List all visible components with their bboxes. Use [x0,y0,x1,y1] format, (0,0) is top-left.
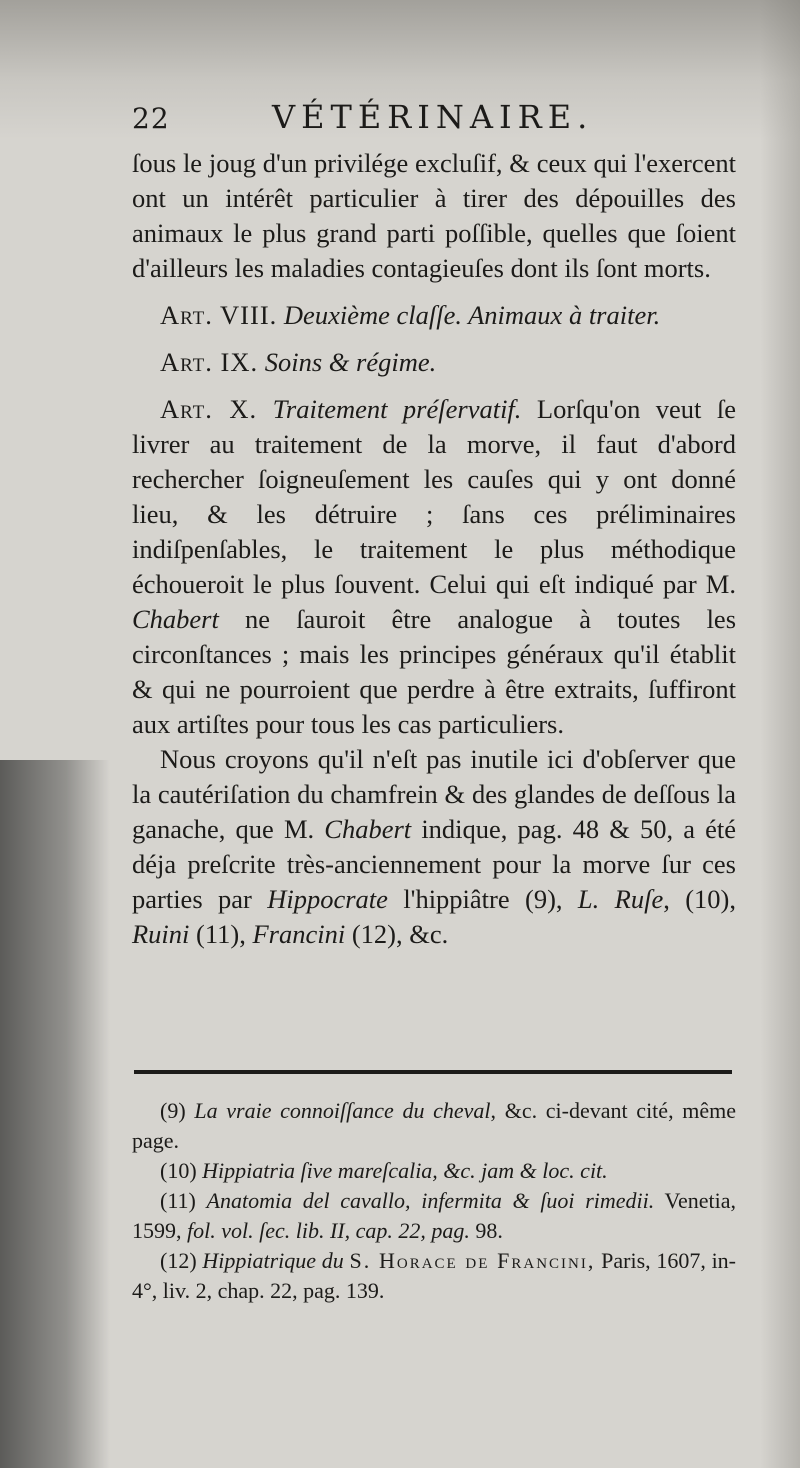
article-label: Art. X. [160,394,258,424]
text-run: Nous croyons qu'il n'eſt pas inutile ici d'obſerver que la cautériſation du chamfrein & des glandes de deſſous la ganache, que M. [132,744,736,844]
footnote-title: La vraie connoiſſance du cheval [194,1098,491,1123]
footnote-11 [132,1186,736,1246]
footnote-number: (10) [160,1158,197,1183]
page-number: 22 [132,102,170,135]
article-text: ne ſauroit être analogue à toutes les circonſtances ; mais les principes généraux qu'il établit & qui ne pourroient que perdre à être extraits, ſuffiront aux artiſtes pour tous les cas particuliers. [132,604,737,739]
article-label: Art. VIII. [160,300,278,330]
article-viii [132,298,736,333]
article-text: Lorſqu'on veut ſe livrer au traitement de la morve, il faut d'abord rechercher ſoigneuſement les cauſes qui y ont donné lieu, & les détruire ; ſans ces préliminaires indiſpenſables, le traitement le plus méthodique échoueroit le plus ſouvent. Celui qui eſt indiqué par M. [132,394,737,599]
article-title: Soins & régime. [264,347,437,377]
paragraph-continuation: ſous le joug d'un privilége excluſif, & ceux qui l'exercent ont un intérêt particulier à tirer des dépouilles des animaux le plus grand parti poſſible, quelles que ſoient d'ailleurs les maladies contagieuſes dont ils ſont morts. [132,148,736,283]
footnote-9 [132,1096,736,1156]
footnote-text: 98. [475,1218,503,1243]
running-title: VÉTÉRINAIRE. [272,98,594,136]
author-name: Ruini [132,919,190,949]
paragraph-cauterisation [132,742,736,952]
page-header [132,98,732,142]
article-x [132,392,736,742]
text-run: , (10), [663,884,737,914]
article-label: Art. IX. [160,347,259,377]
main-text [132,146,736,952]
article-title: Deuxième claſſe. Animaux à traiter. [283,300,661,330]
author-name: L. Ruſe [577,884,664,914]
author-name: Hippocrate [267,884,388,914]
text-run: (11), [196,919,246,949]
footnote-author: S. Horace de Francini, [349,1248,596,1273]
footnote-title: Anatomia del cavallo, infermita & ſuoi rimedii. [206,1188,655,1213]
footnote-number: (11) [160,1188,196,1213]
article-title: Traitement préſervatif. [272,394,522,424]
author-name: Francini [252,919,346,949]
footnote-title: Hippiatria ſive mareſcalia, &c. jam & loc. cit. [202,1158,608,1183]
footnote-text: fol. vol. ſec. lib. II, cap. 22, pag. [187,1218,470,1243]
text-run: (12), &c. [351,919,449,949]
footnotes [132,1096,736,1306]
scan-shadow [0,760,110,1468]
footnote-number: (9) [160,1098,186,1123]
author-name: Chabert [132,604,219,634]
footnote-12 [132,1246,736,1306]
footnote-number: (12) [160,1248,197,1273]
text-run: indique, pag. 48 & 50, a été déja preſcrite très-anciennement pour la morve ſur ces parties par [132,814,737,914]
footnote-10 [132,1156,736,1186]
footnote-text: , &c. ci-devant cité, même page. [132,1098,736,1153]
text-run: l'hippiâtre (9), [403,884,563,914]
article-ix [132,345,736,380]
footnote-title: Hippiatrique du [202,1248,344,1273]
footnote-text: Venetia, 1599, [132,1188,737,1243]
author-name: Chabert [324,814,412,844]
footnote-text: Paris, 1607, in-4°, liv. 2, chap. 22, pag. 139. [132,1248,737,1303]
footnote-rule [134,1070,732,1074]
